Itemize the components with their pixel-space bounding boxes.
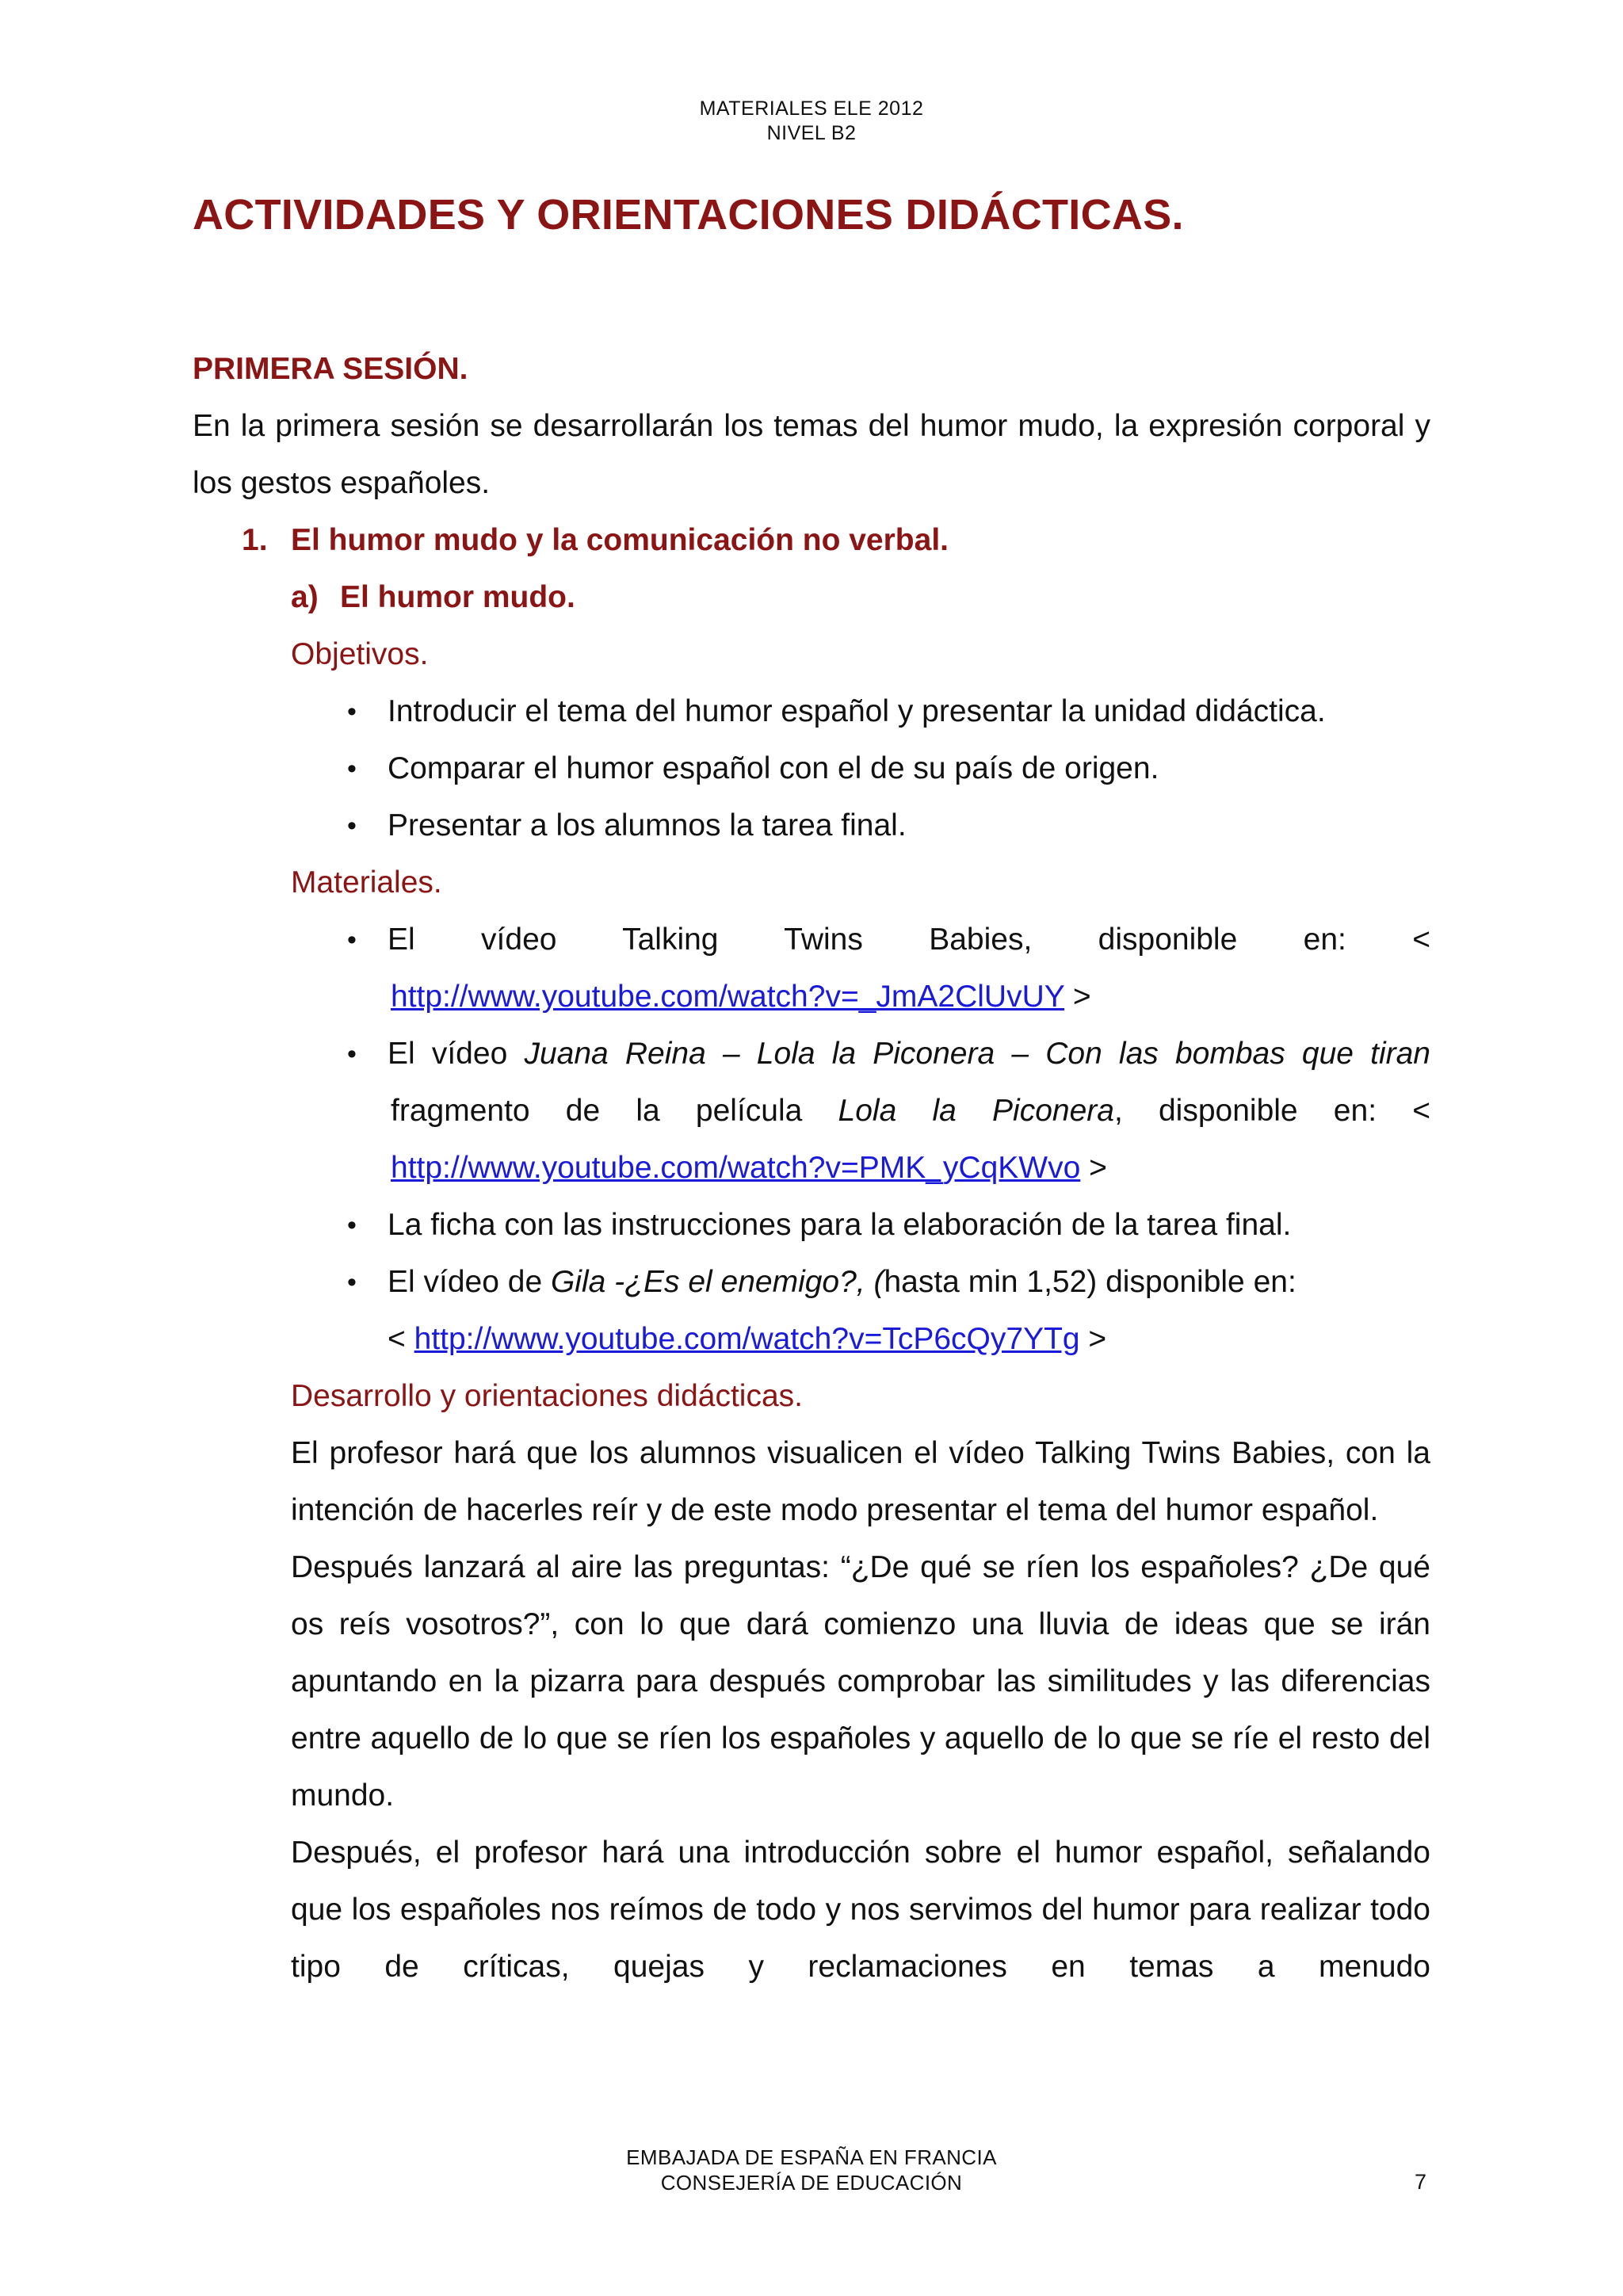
material-4-pre: El vídeo de	[388, 1265, 551, 1299]
material-2-line2-pre: fragmento de la película	[391, 1094, 838, 1128]
link-close-bracket: >	[1064, 980, 1091, 1014]
materiales-label: Materiales.	[291, 865, 442, 900]
list-item	[347, 1026, 1430, 1197]
list-item	[347, 1254, 1430, 1368]
bullet-icon: •	[347, 1039, 357, 1069]
header-line-1: MATERIALES ELE 2012	[699, 97, 924, 120]
document-body	[193, 341, 1430, 1996]
page-number: 7	[1415, 2170, 1427, 2194]
footer-line-2: CONSEJERÍA DE EDUCACIÓN	[660, 2171, 963, 2195]
link-close-bracket: >	[1079, 1322, 1107, 1356]
youtube-link-gila[interactable]: http://www.youtube.com/watch?v=TcP6cQy7YTg	[414, 1322, 1080, 1356]
bullet-icon: •	[347, 697, 357, 727]
link-close-bracket: >	[1080, 1151, 1107, 1185]
session-heading: PRIMERA SESIÓN.	[193, 352, 468, 386]
material-2-line-2	[388, 1083, 1430, 1140]
session-intro: En la primera sesión se desarrollarán los temas del humor mudo, la expresión corporal y los gestos españoles.	[193, 409, 1430, 500]
list-item	[347, 797, 1430, 854]
objetivo-text: Presentar a los alumnos la tarea final.	[388, 808, 907, 842]
objetivos-label: Objetivos.	[291, 637, 429, 671]
list-item	[347, 911, 1430, 1026]
subsection-a-heading	[193, 569, 1430, 626]
objetivo-text: Introducir el tema del humor español y presentar la unidad didáctica.	[388, 694, 1326, 728]
material-4-post: hasta min 1,52) disponible en:	[884, 1265, 1296, 1299]
objetivo-text: Comparar el humor español con el de su país de origen.	[388, 751, 1159, 785]
bullet-icon: •	[347, 1267, 357, 1297]
bullet-icon: •	[347, 754, 357, 784]
footer-line-1: EMBAJADA DE ESPAÑA EN FRANCIA	[626, 2145, 997, 2169]
material-2-title: Juana Reina – Lola la Piconera – Con las bombas que tiran	[524, 1037, 1430, 1071]
header-line-2: NIVEL B2	[766, 122, 857, 144]
materiales-list	[193, 911, 1430, 1368]
subsection-a-letter: a)	[291, 580, 319, 614]
page-footer	[0, 2145, 1623, 2195]
material-3-text: La ficha con las instrucciones para la elaboración de la tarea final.	[388, 1208, 1292, 1242]
youtube-link-twins[interactable]: http://www.youtube.com/watch?v=_JmA2ClUvUY	[391, 980, 1065, 1014]
list-item	[347, 1197, 1430, 1254]
section-1-title: El humor mudo y la comunicación no verbal.	[291, 523, 949, 557]
page-header	[0, 97, 1623, 146]
material-2-pre: El vídeo	[388, 1037, 525, 1071]
objetivos-list	[193, 683, 1430, 854]
youtube-link-piconera[interactable]: http://www.youtube.com/watch?v=PMK_yCqKWvo	[391, 1151, 1081, 1185]
bullet-icon: •	[347, 925, 357, 955]
section-1-number: 1.	[242, 523, 268, 557]
list-item	[347, 740, 1430, 797]
material-4-title: Gila -¿Es el enemigo?, (	[550, 1265, 884, 1299]
document-title: ACTIVIDADES Y ORIENTACIONES DIDÁCTICAS.	[193, 191, 1184, 239]
bullet-icon: •	[347, 811, 357, 841]
material-2-line2-post: , disponible en: <	[1113, 1094, 1430, 1128]
section-1-heading	[193, 512, 1430, 569]
desarrollo-paragraph-2: Después lanzará al aire las preguntas: “¿De qué se ríen los españoles? ¿De qué os reís vosotros?”, con lo que dará comienzo una lluvia de ideas que se irán apuntando en la pizarra para después comprobar las similitudes y las diferencias entre aquello de lo que se ríen los españoles y aquello de lo que se ríe el resto del mundo.	[291, 1550, 1430, 1813]
list-item	[347, 683, 1430, 740]
material-1-text: El vídeo Talking Twins Babies, disponible en: <	[388, 923, 1430, 957]
bullet-icon: •	[347, 1210, 357, 1240]
desarrollo-paragraph-3: Después, el profesor hará una introducción sobre el humor español, señalando que los españoles nos reímos de todo y nos servimos del humor para realizar todo tipo de críticas, quejas y reclamaciones en temas a menudo	[291, 1836, 1430, 1984]
material-2-film: Lola la Piconera	[838, 1094, 1114, 1128]
desarrollo-label: Desarrollo y orientaciones didácticas.	[291, 1379, 803, 1413]
subsection-a-title: El humor mudo.	[340, 580, 575, 614]
desarrollo-paragraph-1: El profesor hará que los alumnos visualicen el vídeo Talking Twins Babies, con la intención de hacerles reír y de este modo presentar el tema del humor español.	[291, 1436, 1430, 1527]
material-2-line-1	[388, 1026, 1430, 1083]
link-open-bracket: <	[388, 1322, 414, 1356]
